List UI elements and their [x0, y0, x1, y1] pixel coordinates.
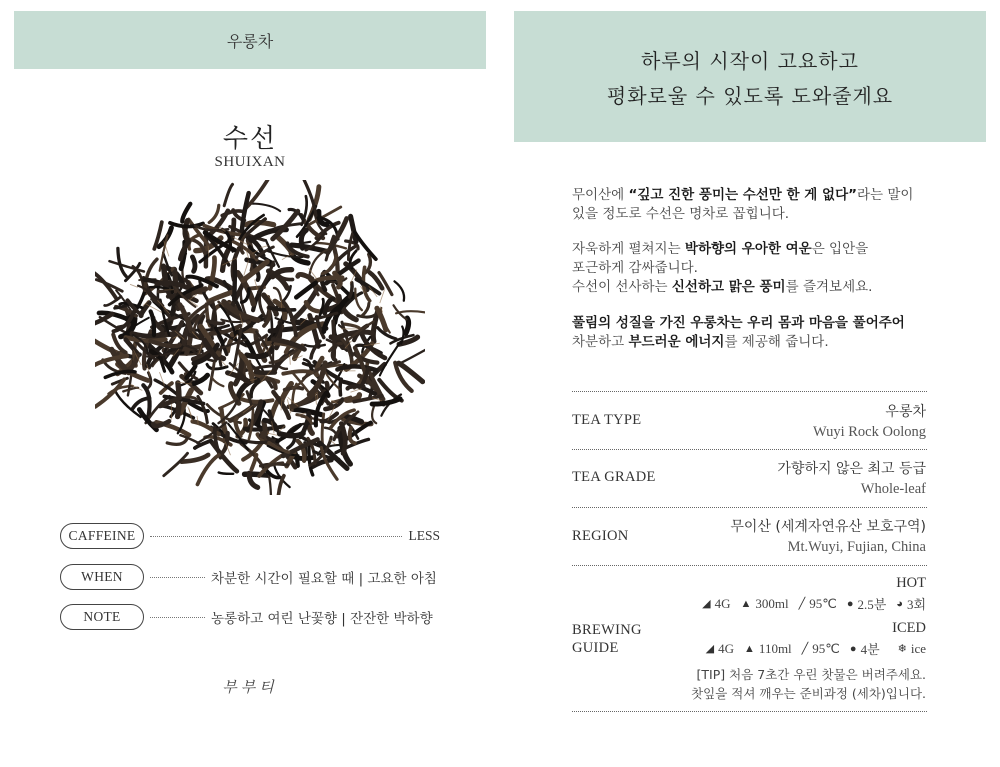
tea-leaf — [143, 385, 149, 417]
table-divider — [572, 507, 927, 508]
tea-leaves-illustration — [95, 180, 425, 495]
leaf-highlight — [351, 389, 362, 393]
description-paragraph-3 — [572, 314, 932, 352]
tea-name: 수선 — [222, 124, 278, 154]
iced-title: ICED — [892, 620, 926, 636]
table-divider — [572, 391, 927, 392]
tea-leaf — [372, 399, 400, 404]
dotted-leader — [150, 617, 205, 618]
description-paragraph-1 — [572, 186, 932, 224]
caffeine-pill: CAFFEINE — [60, 523, 144, 549]
tea-leaf — [372, 404, 376, 423]
iced-recipe — [706, 639, 926, 658]
when-row — [60, 563, 440, 591]
tea-leaf — [283, 371, 312, 374]
iced-amount: 4G — [718, 640, 735, 656]
category-title: 우롱차 — [226, 31, 274, 51]
tea-leaf — [224, 184, 232, 205]
tea-leaf — [219, 473, 234, 474]
brewing-label-line-1: BREWING — [572, 622, 642, 638]
dotted-leader — [150, 536, 402, 537]
region-en: Mt.Wuyi, Fujian, China — [787, 539, 926, 555]
table-divider — [572, 449, 927, 450]
note-row — [60, 603, 440, 631]
tea-leaf — [234, 261, 235, 300]
tea-leaf — [118, 248, 126, 276]
table-divider — [572, 711, 927, 712]
tip-line-2: 찻잎을 적셔 깨우는 준비과정 (세차)입니다. — [691, 686, 926, 701]
tea-leaf — [358, 315, 376, 318]
right-header-band — [514, 11, 986, 142]
text: 차분하고 — [572, 334, 629, 350]
iced-time: 4분 — [860, 642, 880, 657]
tea-leaves-image — [95, 180, 425, 495]
tea-leaf — [262, 422, 265, 436]
text: 를 즐겨보세요. — [785, 279, 873, 295]
tea-grade-ko: 가향하지 않은 최고 등급 — [777, 461, 926, 477]
tea-grade-en: Whole-leaf — [860, 481, 926, 497]
tea-leaf — [278, 274, 293, 280]
tagline-line-1: 하루의 시작이 고요하고 — [641, 48, 859, 73]
tea-leaf — [362, 303, 369, 315]
thermometer-icon: ╱ — [801, 643, 809, 655]
tea-leaf — [395, 281, 405, 300]
note-value: 농롱하고 여린 난꽃향 | 잔잔한 박하향 — [211, 611, 433, 627]
note-pill: NOTE — [60, 604, 144, 630]
tea-leaf — [401, 350, 425, 363]
hot-title: HOT — [896, 575, 926, 591]
tea-leaf — [311, 341, 320, 358]
tea-leaf — [348, 386, 364, 388]
text: 무이산에 — [572, 187, 629, 203]
tagline-line-2: 평화로울 수 있도록 도와줄게요 — [606, 83, 894, 108]
teapot-icon: ◕ — [896, 597, 903, 610]
text: 를 제공해 줍니다. — [724, 334, 829, 350]
tea-leaf — [280, 433, 304, 435]
tea-leaf — [345, 324, 360, 329]
tea-leaf — [232, 220, 234, 239]
tea-leaf — [306, 302, 322, 311]
text: 은 입안을 — [811, 241, 869, 257]
leaf-highlight — [316, 393, 317, 404]
snowflake-icon: ❄ — [897, 643, 907, 655]
hot-time: 2.5분 — [857, 597, 887, 612]
dotted-leader — [150, 577, 205, 578]
tea-leaf — [256, 372, 275, 373]
text: 수선이 선사하는 — [572, 279, 672, 295]
region-value — [730, 517, 926, 557]
brand-logo: 부부티 — [222, 678, 278, 696]
tea-leaf — [401, 327, 403, 344]
tea-grade-value — [777, 459, 926, 499]
emphasis-text: “깊고 진한 풍미는 수선만 한 게 없다” — [628, 187, 857, 203]
tea-leaf — [192, 257, 195, 271]
emphasis-text: 신선하고 맑은 풍미 — [671, 279, 786, 295]
brewing-guide-label — [572, 621, 642, 657]
caffeine-value: LESS — [408, 528, 440, 543]
leaf-icon: ◢ — [705, 643, 715, 655]
tea-leaf — [350, 283, 352, 297]
hot-water: 300ml — [755, 595, 789, 611]
tea-leaf — [273, 270, 292, 277]
table-divider — [572, 565, 927, 566]
emphasis-text: 풀림의 성질을 가진 우롱차는 우리 몸과 마음을 풀어주어 — [572, 315, 905, 331]
leaf-icon: ◢ — [702, 598, 711, 610]
text: 라는 말이 — [857, 187, 914, 203]
region-label: REGION — [572, 528, 629, 544]
tea-leaf — [241, 399, 273, 402]
iced-temp: 95℃ — [812, 640, 840, 656]
tea-leaf — [163, 266, 166, 289]
emphasis-text: 부드러운 에너지 — [628, 334, 725, 350]
tea-leaf — [242, 289, 249, 303]
description-paragraph-2 — [572, 240, 932, 297]
tea-leaf — [269, 474, 271, 495]
tea-leaf — [322, 414, 324, 446]
when-pill: WHEN — [60, 564, 144, 590]
tea-grade-label: TEA GRADE — [572, 469, 656, 485]
text: 자욱하게 펼쳐지는 — [572, 241, 685, 257]
text: 있을 정도로 수선은 명차로 꼽힙니다. — [572, 206, 790, 222]
hot-amount: 4G — [714, 595, 731, 611]
tea-leaf — [133, 398, 150, 409]
left-header-band — [14, 11, 486, 69]
tea-type-value — [813, 402, 926, 442]
when-value: 차분한 시간이 필요할 때 | 고요한 아침 — [211, 571, 437, 587]
tea-leaf — [132, 333, 163, 336]
tea-type-en: Wuyi Rock Oolong — [813, 424, 926, 440]
tea-leaf — [208, 321, 224, 324]
thermometer-icon: ╱ — [798, 598, 806, 610]
hot-recipe — [702, 594, 926, 613]
water-drop-icon: ▲ — [744, 642, 755, 655]
iced-ice: ice — [910, 640, 926, 656]
brewing-label-line-2: GUIDE — [572, 640, 619, 656]
tea-leaf — [185, 221, 189, 242]
leaf-highlight — [244, 260, 249, 275]
tea-leaf — [123, 388, 138, 392]
brewing-tip — [691, 665, 926, 703]
iced-water: 110ml — [758, 640, 792, 656]
leaf-highlight — [268, 433, 278, 435]
hot-count: 3회 — [906, 597, 926, 612]
tea-leaf — [337, 366, 376, 370]
tea-leaf — [209, 205, 219, 222]
hot-temp: 95℃ — [809, 595, 837, 611]
text: 포근하게 감싸줍니다. — [572, 260, 698, 276]
leaf-highlight — [130, 284, 138, 287]
tea-leaf — [211, 377, 223, 386]
tea-leaf — [167, 438, 187, 444]
tea-type-label: TEA TYPE — [572, 412, 642, 428]
water-drop-icon: ▲ — [740, 597, 752, 610]
timer-icon: ● — [849, 642, 857, 655]
region-ko: 무이산 (세계자연유산 보호구역) — [730, 519, 926, 535]
emphasis-text: 박하향의 우아한 여운 — [684, 241, 812, 257]
tea-leaf — [207, 364, 227, 369]
timer-icon: ● — [846, 597, 854, 610]
tea-leaf — [333, 321, 334, 359]
tea-leaf — [164, 453, 188, 475]
tip-line-1: [TIP] 처음 7초간 우린 찻물은 버려주세요. — [696, 667, 926, 682]
tea-leaf — [95, 379, 124, 406]
caffeine-row — [60, 522, 440, 550]
tea-leaf — [274, 288, 281, 300]
tea-type-ko: 우롱차 — [885, 404, 926, 420]
tea-name-roman: SHUIXAN — [214, 154, 286, 170]
leaf-highlight — [380, 289, 385, 303]
